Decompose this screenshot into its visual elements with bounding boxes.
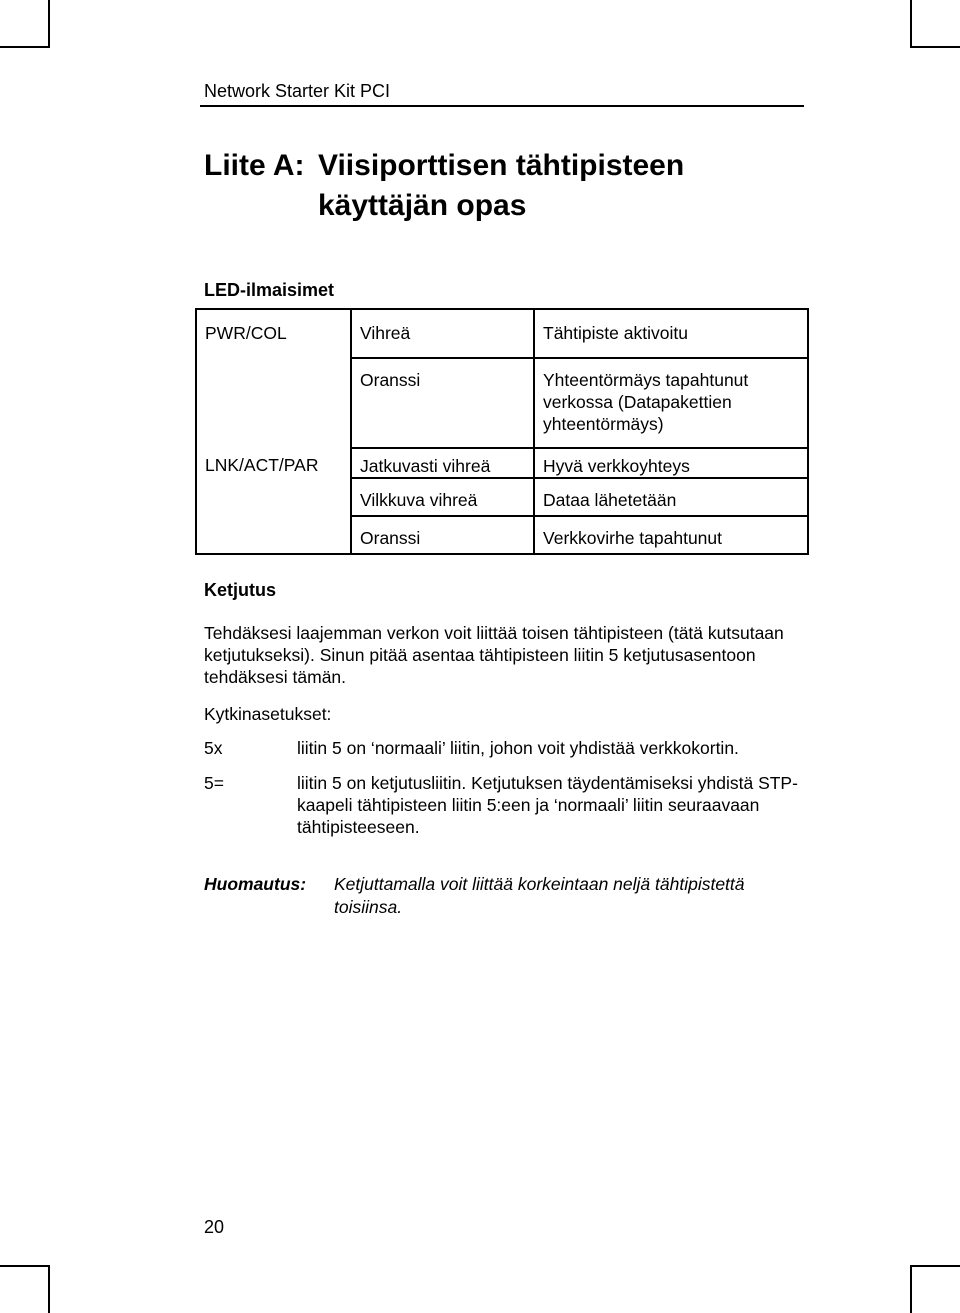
crop-mark-top-right-v (910, 0, 912, 48)
led-meaning-cell: Tähtipiste aktivoitu (534, 309, 808, 358)
crop-mark-bottom-left-v (48, 1265, 50, 1313)
led-indicator-cell: PWR/COL (196, 309, 351, 358)
switch-option (204, 737, 804, 759)
led-indicator-cell: LNK/ACT/PAR (196, 448, 351, 478)
note-text: Ketjuttamalla voit liittää korkeintaan neljä tähtipistettä toisiinsa. (334, 874, 745, 917)
page-number: 20 (204, 1217, 225, 1237)
table-row (196, 516, 808, 554)
led-meaning-cell: Hyvä verkkoyhteys (534, 448, 808, 478)
led-color-cell: Oranssi (351, 358, 534, 448)
table-row (196, 309, 808, 358)
table-row (196, 478, 808, 516)
chapter-prefix: Liite A: (204, 149, 305, 182)
header-rule (200, 105, 804, 107)
led-meaning-cell: Verkkovirhe tapahtunut (534, 516, 808, 554)
crop-mark-bottom-right-v (910, 1265, 912, 1313)
led-color-cell: Oranssi (351, 516, 534, 554)
crop-mark-top-left-v (48, 0, 50, 48)
switch-option-description: liitin 5 on ketjutusliitin. Ketjutuksen täydentämiseksi yhdistä STP-kaapeli tähtipisteen liitin 5:een ja ‘normaali’ liitin seuraavaan tähtipisteeseen. (297, 773, 798, 837)
led-color-cell: Jatkuvasti vihreä (351, 448, 534, 478)
led-table (195, 308, 809, 555)
crop-mark-bottom-left-h (0, 1265, 48, 1267)
chapter-title-line2: käyttäjän opas (318, 189, 527, 222)
led-meaning-cell: Yhteentörmäys tapahtunut verkossa (Datapakettien yhteentörmäys) (534, 358, 808, 448)
chaining-paragraph: Tehdäksesi laajemman verkon voit liittää toisen tähtipisteen (tätä kutsutaan ketjutukseksi). Sinun pitää asentaa tähtipisteen liitin 5 ketjutusasentoon tehdäksesi tämän. (204, 623, 784, 687)
chapter-title-line1: Viisiporttisen tähtipisteen (318, 149, 685, 182)
crop-mark-top-right-h (912, 46, 960, 48)
table-row (196, 448, 808, 478)
led-section-heading: LED-ilmaisimet (204, 280, 335, 300)
led-indicator-cell (196, 478, 351, 516)
switch-option (204, 772, 804, 838)
led-color-cell: Vihreä (351, 309, 534, 358)
switch-option-key: 5x (204, 738, 223, 758)
led-color-cell: Vilkkuva vihreä (351, 478, 534, 516)
crop-mark-bottom-right-h (912, 1265, 960, 1267)
running-header: Network Starter Kit PCI (204, 81, 391, 101)
table-row (196, 358, 808, 448)
switch-option-description: liitin 5 on ‘normaali’ liitin, johon voit yhdistää verkkokortin. (297, 738, 739, 758)
led-meaning-cell: Dataa lähetetään (534, 478, 808, 516)
switch-option-key: 5= (204, 773, 224, 793)
note-block (204, 873, 804, 919)
crop-mark-top-left-h (0, 46, 48, 48)
note-label: Huomautus: (204, 874, 307, 894)
chaining-section-heading: Ketjutus (204, 580, 276, 600)
led-indicator-cell (196, 358, 351, 448)
led-indicator-cell (196, 516, 351, 554)
chapter-title (204, 146, 684, 226)
switch-settings-label: Kytkinasetukset: (204, 704, 332, 724)
